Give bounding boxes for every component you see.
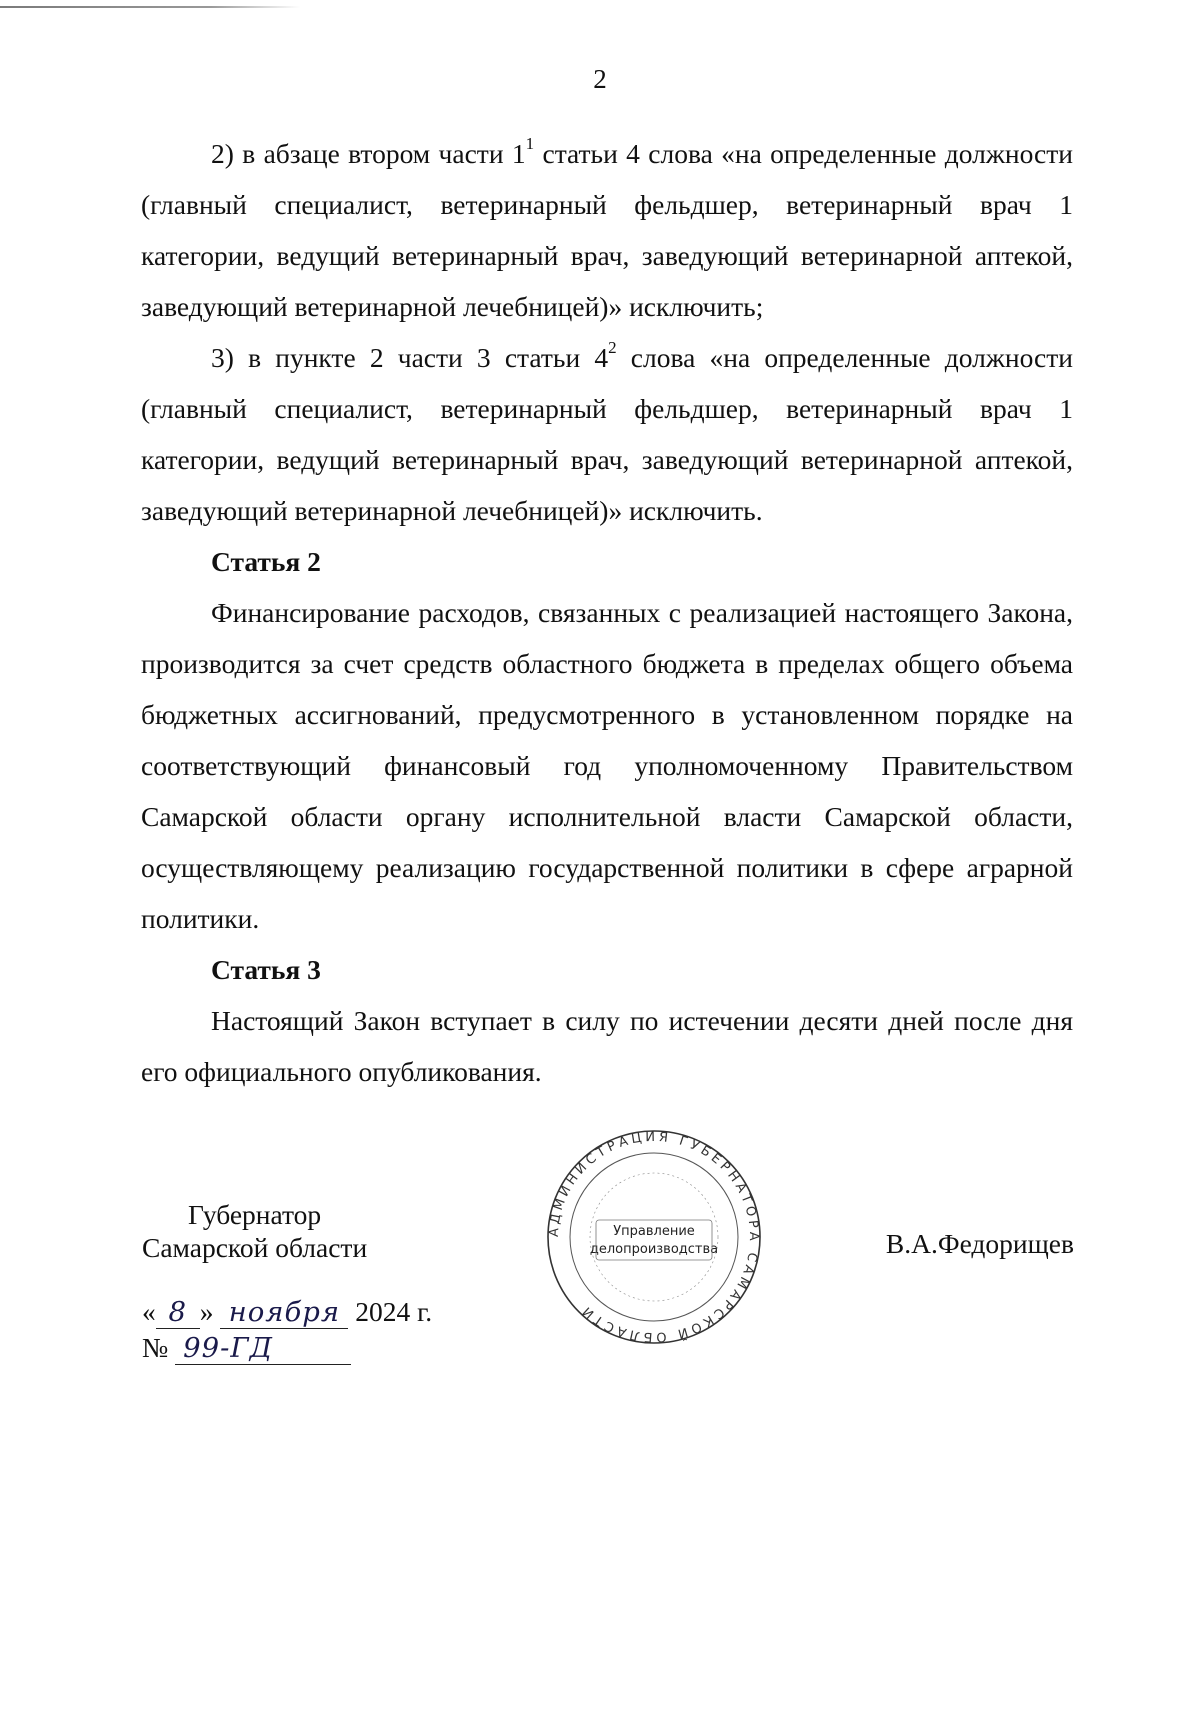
seal-center-line-2: делопроизводства — [589, 1242, 719, 1257]
page-number: 2 — [593, 64, 607, 94]
signatory-position — [142, 1198, 367, 1264]
official-seal — [544, 1127, 764, 1347]
paragraph-text: 3) в пункте 2 части 3 статьи 4 — [211, 342, 609, 373]
signatory-name: В.А.Федорищев — [885, 1228, 1074, 1259]
seal-outer-text: АДМИНИСТРАЦИЯ ГУБЕРНАТОРА САМАРСКОЙ ОБЛАСТИ — [546, 1129, 762, 1345]
article-2-heading: Статья 2 — [211, 546, 321, 577]
scan-artifact-line — [0, 6, 300, 8]
document-body — [141, 128, 1073, 1097]
number-label: № — [142, 1332, 169, 1363]
superscript: 2 — [608, 337, 617, 357]
paragraph-item-3 — [141, 332, 1073, 536]
law-number — [142, 1332, 351, 1365]
date-close-quote: » — [199, 1296, 214, 1327]
paragraph-text: статьи 4 слова «на определенные должности (главный специалист, ветеринарный фельдшер, ветеринарный врач 1 категории, ведущий ветеринарный врач, заведующий ветеринарной аптекой, заведующий ветеринарной лечебницей)» исключить; — [141, 138, 1073, 322]
date-month-handwritten: ноября — [220, 1296, 348, 1329]
superscript: 1 — [525, 133, 535, 153]
article-2-text: Финансирование расходов, связанных с реализацией настоящего Закона, производится за счет средств областного бюджета в пределах общего объема бюджетных ассигнований, предусмотренного в установленном порядке на соответствующий финансовый год уполномоченному Правительством Самарской области органу исполнительной власти Самарской области, осуществляющему реализацию государственной политики в сфере аграрной политики. — [141, 597, 1073, 934]
position-line-2: Самарской области — [142, 1232, 368, 1263]
paragraph-text: 2) в абзаце втором части 1 — [211, 138, 526, 169]
date-day-handwritten: 8 — [156, 1296, 200, 1329]
seal-center-line-1: Управление — [613, 1224, 695, 1239]
number-value-handwritten: 99-ГД — [175, 1332, 351, 1365]
paragraph-text: слова «на определенные должности (главный специалист, ветеринарный фельдшер, ветеринарный врач 1 категории, ведущий ветеринарный врач, заведующий ветеринарной аптекой, заведующий ветеринарной лечебницей)» исключить. — [141, 342, 1073, 526]
paragraph-item-2 — [141, 128, 1073, 332]
article-3-heading: Статья 3 — [211, 954, 321, 985]
position-line-1: Губернатор — [187, 1199, 322, 1230]
date-open-quote: « — [142, 1296, 156, 1327]
date-year: 2024 г. — [355, 1296, 433, 1327]
signing-date — [142, 1296, 432, 1329]
article-3-text: Настоящий Закон вступает в силу по истечении десяти дней после дня его официального опубликования. — [141, 1005, 1073, 1087]
